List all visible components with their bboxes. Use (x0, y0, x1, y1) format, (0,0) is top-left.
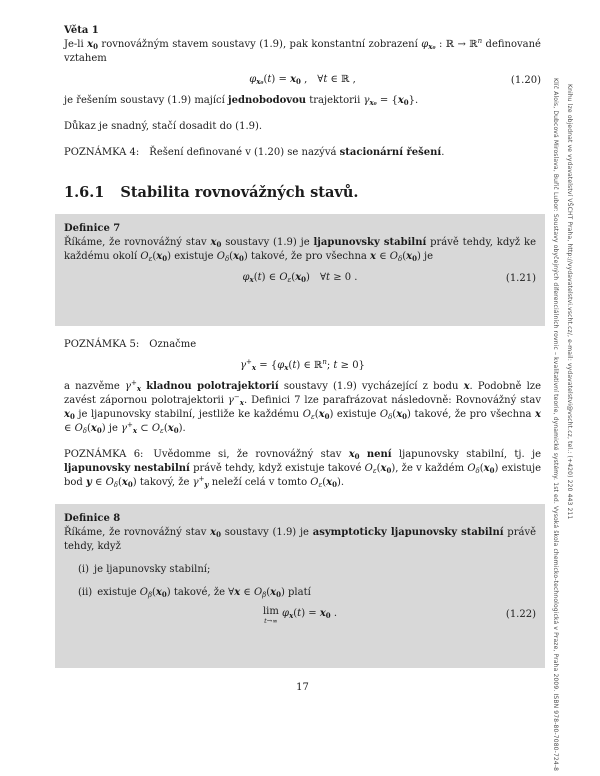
definition-8-body: Říkáme, že rovnovážný stav $x_0$ soustavy (1.9) je asymptoticky ljapunovsky stabilní právě tehdy, když (64, 527, 537, 552)
theorem-1-intro: Je-li $x_0$ rovnovážným stavem soustavy (1.9), pak konstantní zobrazení $\varphi_{x_0}$ : ℝ → ℝ$^n$ definované vztahem (64, 37, 541, 64)
remark-5-intro: POZNÁMKA 5: Označme (64, 339, 197, 350)
remark-5-body: a nazvěme $\gamma^+_x$ kladnou polotrajektorií soustavy (1.9) vycházející z bodu x. Podobně lze zavést zápornou polotrajektorii $\gamma^-_x$. Definici 7 lze parafrázovat následovně: Rovnovážný stav $x_0$ je ljapunovsky stabilní, jestliže ke každému $O_\varepsilon(x_0)$ existuje $O_\delta(x_0)$ takové, že pro všechna x ∈ $O_\delta(x_0)$ je $\gamma^+_x$ ⊂ $O_\varepsilon(x_0)$. (64, 379, 542, 435)
definition-8-item-i: (i) je ljapunovsky stabilní; (78, 564, 211, 575)
theorem-1-conclusion: je řešením soustavy (1.9) mající jednobodovou trajektorii $\gamma_{x_0} = \{x_0\}$. (64, 95, 419, 107)
definition-7-body: Říkáme, že rovnovážný stav $x_0$ soustavy (1.9) je ljapunovsky stabilní právě tehdy, když ke každému okolí $O_\varepsilon(x_0)$ existuje $O_\delta(x_0)$ takové, že pro všechna x ∈ $O_\delta(x_0)$ je (64, 237, 536, 263)
citation-sidebar-line-2: Knihu lze objednat ve vydavatelství VŠCHT Praha, http://vydavatelstvi.vscht.cz/, e-mail: vydavatelstvi@vscht.cz, tel.: (+420) 220 443 211 (566, 84, 573, 520)
remark-6: POZNÁMKA 6: Uvědomme si, že rovnovážný stav $x_0$ není ljapunovsky stabilní, tj. je ljapunovsky nestabilní právě tehdy, když existuje takové $O_\varepsilon(x_0)$, že v každém $O_\delta(x_0)$ existuje bod y ∈ $O_\delta(x_0)$ takový, že $\gamma^+_y$ neleží celá v tomto $O_\varepsilon(x_0)$. (64, 449, 542, 489)
theorem-1-title: Věta 1 (64, 25, 99, 36)
equation-1-21-number: (1.21) (505, 273, 536, 284)
citation-sidebar-line-1: Klíč Alois, Dubcová Miroslava, Buřič Lubor: Soustavy obyčejných diferenciálních rovnic – kvalitativní teorie, dynamické systémy. 1st ed. Vysoká škola chemicko-technologická v Praze, Praha 2009. ISBN 978-80-7080-724-8 (552, 78, 559, 772)
page-number: 17 (296, 682, 309, 693)
definition-7-title: Definice 7 (64, 223, 121, 234)
equation-1-20-body: $\varphi_{x_0}(t) = x_0$ , ∀t ∈ ℝ , (249, 74, 356, 86)
section-heading (64, 184, 541, 202)
remark-5-equation-body: $\gamma^+_x = \{\varphi_x(t)$ ∈ ℝ$^n$; t ≥ 0} (240, 358, 365, 372)
definition-8-item-ii: (ii) existuje $O_\beta(x_0)$ takové, že ∀x ∈ $O_\beta(x_0)$ platí (78, 587, 311, 599)
section-title: Stabilita rovnovážných stavů. (120, 184, 359, 201)
equation-1-20 (64, 73, 541, 87)
proof-note: Důkaz je snadný, stačí dosadit do (1.9). (64, 121, 263, 132)
equation-1-21-body: $\varphi_x(t)$ ∈ $O_\varepsilon(x_0)$ ∀t ≥ 0 . (242, 272, 358, 284)
equation-1-22 (64, 607, 536, 625)
page-content (64, 24, 541, 668)
equation-1-22-number: (1.22) (505, 609, 536, 620)
equation-1-20-number: (1.20) (510, 75, 541, 86)
section-number: 1.6.1 (64, 184, 105, 201)
remark-5-equation (64, 359, 541, 373)
remark-4: POZNÁMKA 4: Řešení definované v (1.20) se nazývá stacionární řešení. (64, 147, 445, 158)
equation-1-22-body: lim t→∞ $\varphi_x(t) = x_0$ . (262, 606, 338, 625)
equation-1-21 (64, 271, 536, 285)
definition-8-title: Definice 8 (64, 513, 121, 524)
definition-7-box (55, 214, 545, 326)
definition-8-box (55, 504, 545, 668)
